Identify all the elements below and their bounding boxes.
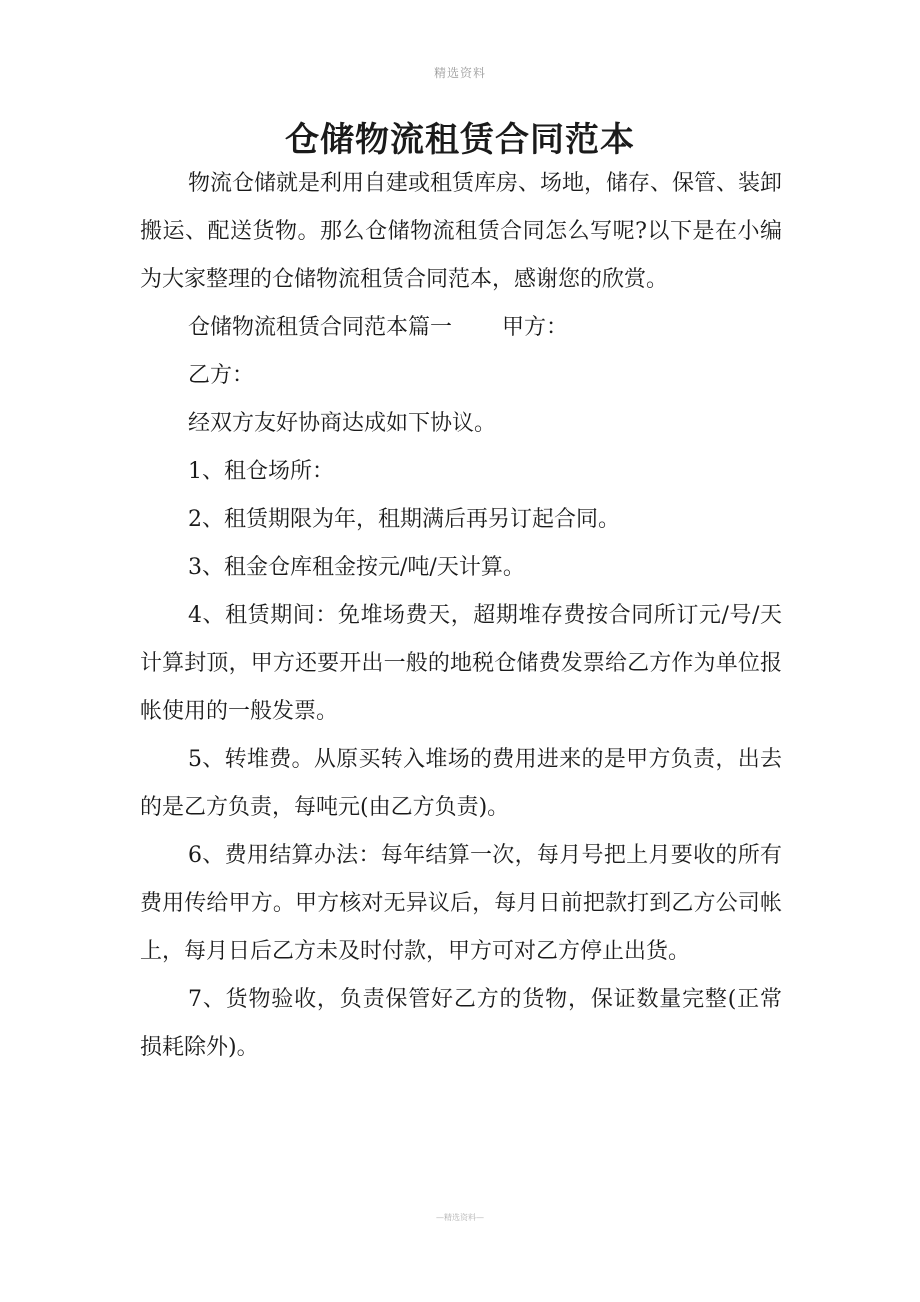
footer-page-marker: —精选资料— — [436, 1213, 484, 1222]
document-title: 仓储物流租赁合同范本 — [285, 120, 635, 160]
clause-2: 2、租赁期限为年，租期满后再另订起合同。 — [188, 507, 620, 532]
section-label: 仓储物流租赁合同范本篇一 — [188, 315, 453, 340]
clause-1: 1、租仓场所： — [188, 459, 334, 484]
party-b-label: 乙方： — [188, 363, 255, 388]
clause-6: 6、费用结算办法：每年结算一次，每月号把上月要收的所有费用传给甲方。甲方核对无异议后，每月日前把款打到乙方公司帐上，每月日后乙方未及时付款，甲方可对乙方停止出货。 — [140, 843, 782, 964]
agreement-intro: 经双方友好协商达成如下协议。 — [188, 411, 497, 436]
clause-3: 3、租金仓库租金按元/吨/天计算。 — [188, 555, 525, 580]
document-body — [140, 160, 782, 1072]
header-watermark: 精选资料 — [433, 66, 486, 80]
clause-5: 5、转堆费。从原买转入堆场的费用进来的是甲方负责，出去的是乙方负责，每吨元(由乙方负责)。 — [140, 747, 782, 820]
intro-paragraph: 物流仓储就是利用自建或租赁库房、场地，储存、保管、装卸搬运、配送货物。那么仓储物流租赁合同怎么写呢?以下是在小编为大家整理的仓储物流租赁合同范本，感谢您的欣赏。 — [140, 171, 783, 292]
section-heading-line — [140, 304, 782, 352]
party-a-label: 甲方： — [502, 315, 569, 340]
clause-4: 4、租赁期间：免堆场费天，超期堆存费按合同所订元/号/天计算封顶，甲方还要开出一般的地税仓储费发票给乙方作为单位报帐使用的一般发票。 — [140, 603, 782, 724]
clause-7: 7、货物验收，负责保管好乙方的货物，保证数量完整(正常损耗除外)。 — [140, 987, 782, 1060]
